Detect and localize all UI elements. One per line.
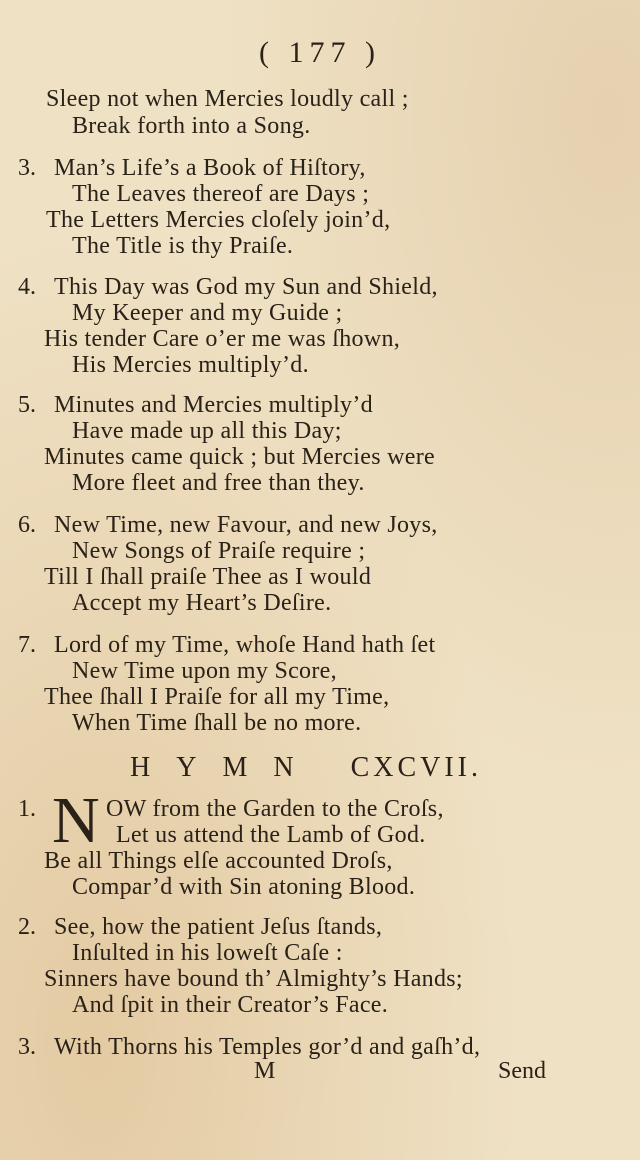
verse-line: Let us attend the Lamb of God. [116, 822, 426, 848]
hymn-number: CXCVII. [350, 752, 483, 783]
verse-line: Have made up all this Day; [72, 418, 342, 444]
verse-line: Lord of my Time, whoſe Hand hath ſet [54, 632, 436, 658]
verse-number: 1. [18, 796, 36, 822]
verse-number: 6. [18, 512, 36, 538]
verse-line: Minutes and Mercies multiply’d [54, 392, 373, 418]
drop-capital: N [52, 784, 100, 857]
verse-line: New Time upon my Score, [72, 658, 337, 684]
verse-line: This Day was God my Sun and Shield, [54, 274, 438, 300]
verse-number: 3. [18, 155, 36, 181]
verse-line: Sleep not when Mercies loudly call ; [46, 86, 409, 112]
verse-line: The Leaves thereof are Days ; [72, 181, 370, 207]
verse-line: More fleet and free than they. [72, 470, 365, 496]
verse-line: Break forth into a Song. [72, 113, 311, 139]
verse-line: His tender Care o’er me was ſhown, [44, 326, 401, 352]
verse-line: OW from the Garden to the Croſs, [106, 796, 444, 822]
verse-number: 7. [18, 632, 36, 658]
verse-line: New Songs of Praiſe require ; [72, 538, 366, 564]
verse-line: My Keeper and my Guide ; [72, 300, 343, 326]
verse-line: Accept my Heart’s Deſire. [72, 590, 332, 616]
verse-line: See, how the patient Jeſus ſtands, [54, 914, 383, 940]
catchword: Send [498, 1058, 546, 1084]
verse-line: His Mercies multiply’d. [72, 352, 309, 378]
verse-line: Till I ſhall praiſe Thee as I would [44, 564, 372, 590]
hymn-heading [130, 752, 482, 784]
verse-line: The Title is thy Praiſe. [72, 233, 294, 259]
page-number: ( 177 ) [259, 36, 381, 69]
hymn-word: HYMN [130, 752, 320, 783]
verse-number: 3. [18, 1034, 36, 1060]
verse-line: Be all Things elſe accounted Droſs, [44, 848, 393, 874]
verse-line: Minutes came quick ; but Mercies were [44, 444, 435, 470]
verse-line: With Thorns his Temples gor’d and gaſh’d, [54, 1034, 481, 1060]
verse-number: 4. [18, 274, 36, 300]
verse-line: Thee ſhall I Praiſe for all my Time, [44, 684, 390, 710]
verse-line: And ſpit in their Creator’s Face. [72, 992, 389, 1018]
verse-line: Man’s Life’s a Book of Hiſtory, [54, 155, 366, 181]
verse-number: 5. [18, 392, 36, 418]
verse-line: Inſulted in his loweſt Caſe : [72, 940, 343, 966]
verse-line: New Time, new Favour, and new Joys, [54, 512, 438, 538]
verse-line: When Time ſhall be no more. [72, 710, 362, 736]
verse-line: Compar’d with Sin atoning Blood. [72, 874, 416, 900]
signature-mark: M [254, 1058, 276, 1084]
verse-line: The Letters Mercies cloſely join’d, [46, 207, 391, 233]
verse-number: 2. [18, 914, 36, 940]
verse-line: Sinners have bound th’ Almighty’s Hands; [44, 966, 463, 992]
